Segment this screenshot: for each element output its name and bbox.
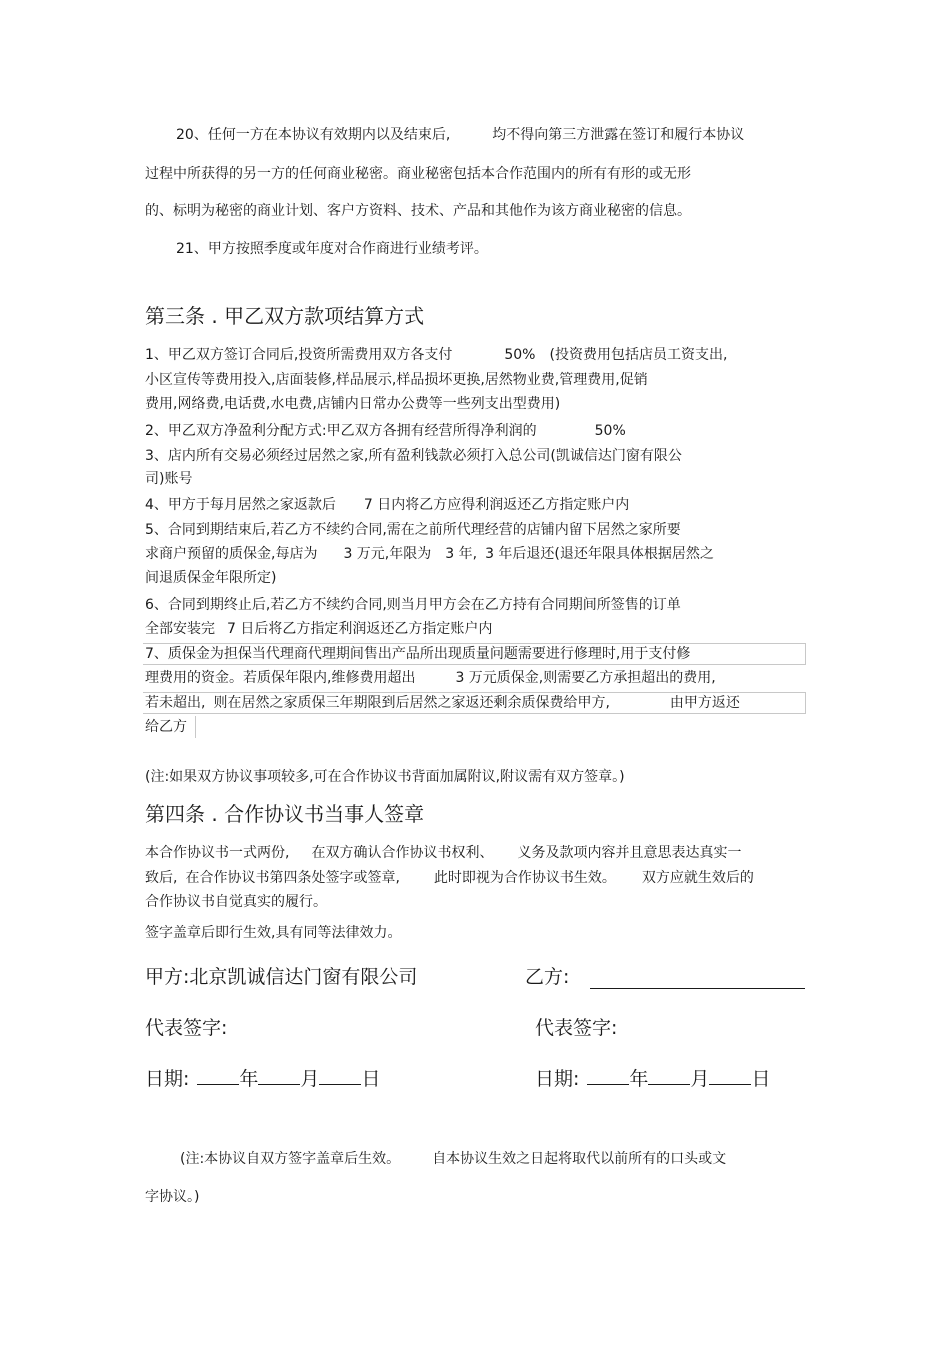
date-b-month-blank[interactable] — [648, 1066, 690, 1085]
art3-item-7-line-4: 给乙方 — [145, 719, 187, 735]
rep-b-signature-label: 代表签字: — [535, 1017, 618, 1039]
art3-item-2-percent: 50% — [594, 423, 626, 439]
art4-text-1b: 在双方确认合作协议书权利、 — [311, 845, 494, 861]
art4-text-2c: 此时即视为合作协议书生效。 — [433, 870, 616, 886]
art3-item-4-text-a: 4、甲方于每月居然之家返款后 — [145, 497, 336, 513]
art4-text-1c: 义务及款项内容并且意思表达真实一 — [517, 845, 742, 861]
art3-item-6-line-2 — [145, 620, 492, 638]
art3-item-1-line-3: 费用,网络费,电话费,水电费,店铺内日常办公费等一些列支出型费用) — [145, 396, 561, 412]
clause-20-line-1 — [176, 126, 744, 144]
rep-a-signature-label: 代表签字: — [145, 1017, 228, 1039]
footer-note-b: 自本协议生效之日起将取代以前所有的口头或文 — [432, 1151, 727, 1167]
art3-item-2-text: 2、甲乙双方净盈利分配方式:甲乙双方各拥有经营所得净利润的 — [145, 423, 537, 439]
art4-para-line-4: 签字盖章后即行生效,具有同等法律效力。 — [145, 925, 402, 941]
art4-text-2b: 在合作协议书第四条处签字或签章, — [185, 870, 400, 886]
date-b — [535, 1066, 770, 1091]
art3-item-7-text-e: 则在居然之家质保三年期限到后居然之家返还剩余质保费给甲方, — [213, 695, 610, 711]
article-4-title: 第四条 . 合作协议书当事人签章 — [145, 802, 425, 826]
date-b-month-label: 月 — [690, 1068, 710, 1090]
date-a-month-blank[interactable] — [258, 1066, 300, 1085]
art4-text-2a: 致后, — [145, 870, 178, 886]
art3-item-4 — [145, 496, 629, 514]
date-a-label: 日期: — [145, 1068, 190, 1090]
party-a-label: 甲方:北京凯诚信达门窗有限公司 — [145, 966, 418, 988]
art3-item-7-text-f: 由甲方返还 — [669, 695, 740, 711]
art3-item-6-line-1: 6、合同到期终止后,若乙方不续约合同,则当月甲方会在乙方持有合同期间所签售的订单 — [145, 597, 681, 613]
art4-para-line-3: 合作协议书自觉真实的履行。 — [145, 894, 327, 910]
date-a-year-label: 年 — [239, 1068, 259, 1090]
art3-item-1-line-1 — [145, 346, 727, 364]
art3-item-5-text-e: 3 年后退还(退还年限具体根据居然之 — [485, 546, 714, 562]
art3-item-4-text-b: 7 日内将乙方应得利润返还乙方指定账户内 — [363, 497, 630, 513]
art3-item-3-line-1: 3、店内所有交易必须经过居然之家,所有盈利钱款必须打入总公司(凯诚信达门窗有限公 — [145, 448, 682, 464]
date-a-month-label: 月 — [300, 1068, 320, 1090]
art3-item-7-line-3 — [145, 694, 740, 712]
art3-item-5-text-b: 求商户预留的质保金,每店为 — [145, 546, 318, 562]
art3-item-5-line-2 — [145, 545, 714, 563]
footer-note-line-1 — [180, 1150, 726, 1168]
clause-20-text-a: 20、任何一方在本协议有效期内以及结束后, — [176, 127, 451, 143]
footer-note-a: (注:本协议自双方签字盖章后生效。 — [180, 1151, 401, 1167]
party-b-signature-line[interactable] — [590, 988, 805, 989]
date-a-year-blank[interactable] — [197, 1066, 239, 1085]
art3-item-6-text-b: 全部安装完 — [145, 621, 215, 637]
art3-item-1-text: 1、甲乙双方签订合同后,投资所需费用双方各支付 — [145, 347, 453, 363]
art4-para-line-2 — [145, 869, 754, 887]
art3-item-2 — [145, 422, 626, 440]
art3-item-6-text-c: 7 日后将乙方指定利润返还乙方指定账户内 — [227, 621, 493, 637]
article-3-title: 第三条 . 甲乙双方款项结算方式 — [145, 304, 425, 328]
date-a-day-label: 日 — [361, 1068, 381, 1090]
party-b-label: 乙方: — [525, 966, 570, 988]
art3-item-5-text-c: 3 万元,年限为 — [343, 546, 432, 562]
date-b-day-label: 日 — [751, 1068, 771, 1090]
date-b-year-label: 年 — [629, 1068, 649, 1090]
art3-item-3-line-2: 司)账号 — [145, 471, 193, 487]
date-b-year-blank[interactable] — [587, 1066, 629, 1085]
clause-20-text-b: 均不得向第三方泄露在签订和履行本协议 — [492, 127, 745, 143]
art3-item-7-line-1: 7、质保金为担保当代理商代理期间售出产品所出现质量问题需要进行修理时,用于支付修 — [145, 646, 691, 662]
art4-para-line-1 — [145, 844, 741, 862]
art3-item-7-line-2 — [145, 669, 716, 687]
clause-20-line-2: 过程中所获得的另一方的任何商业秘密。商业秘密包括本合作范围内的所有有形的或无形 — [145, 166, 691, 182]
art3-item-7-text-b: 理费用的资金。若质保年限内,维修费用超出 — [145, 670, 416, 686]
date-b-day-blank[interactable] — [709, 1066, 751, 1085]
clause-20-line-3: 的、标明为秘密的商业计划、客户方资料、技术、产品和其他作为该方商业秘密的信息。 — [145, 203, 691, 219]
art3-item-1-percent: 50% — [504, 347, 536, 363]
date-b-label: 日期: — [535, 1068, 580, 1090]
date-a — [145, 1066, 380, 1091]
art3-item-1-line-2: 小区宣传等费用投入,店面装修,样品展示,样品损坏更换,居然物业费,管理费用,促销 — [145, 372, 648, 388]
art3-item-5-line-1: 5、合同到期结束后,若乙方不续约合同,需在之前所代理经营的店铺内留下居然之家所要 — [145, 522, 681, 538]
art3-item-5-text-d: 3 年, — [445, 546, 478, 562]
footer-note-line-2: 字协议。) — [145, 1189, 200, 1205]
art4-text-2d: 双方应就生效后的 — [641, 870, 754, 886]
art4-text-1a: 本合作协议书一式两份, — [145, 845, 290, 861]
art3-item-1-paren: (投资费用包括店员工资支出, — [549, 347, 728, 363]
art3-note: (注:如果双方协议事项较多,可在合作协议书背面加属附议,附议需有双方签章。) — [145, 769, 625, 785]
art3-item-7-text-d: 若未超出, — [145, 695, 206, 711]
date-a-day-blank[interactable] — [319, 1066, 361, 1085]
art3-item-7-text-c: 3 万元质保金,则需要乙方承担超出的费用, — [455, 670, 716, 686]
clause-21: 21、甲方按照季度或年度对合作商进行业绩考评。 — [176, 241, 488, 257]
art3-item-5-line-3: 间退质保金年限所定) — [145, 570, 277, 586]
